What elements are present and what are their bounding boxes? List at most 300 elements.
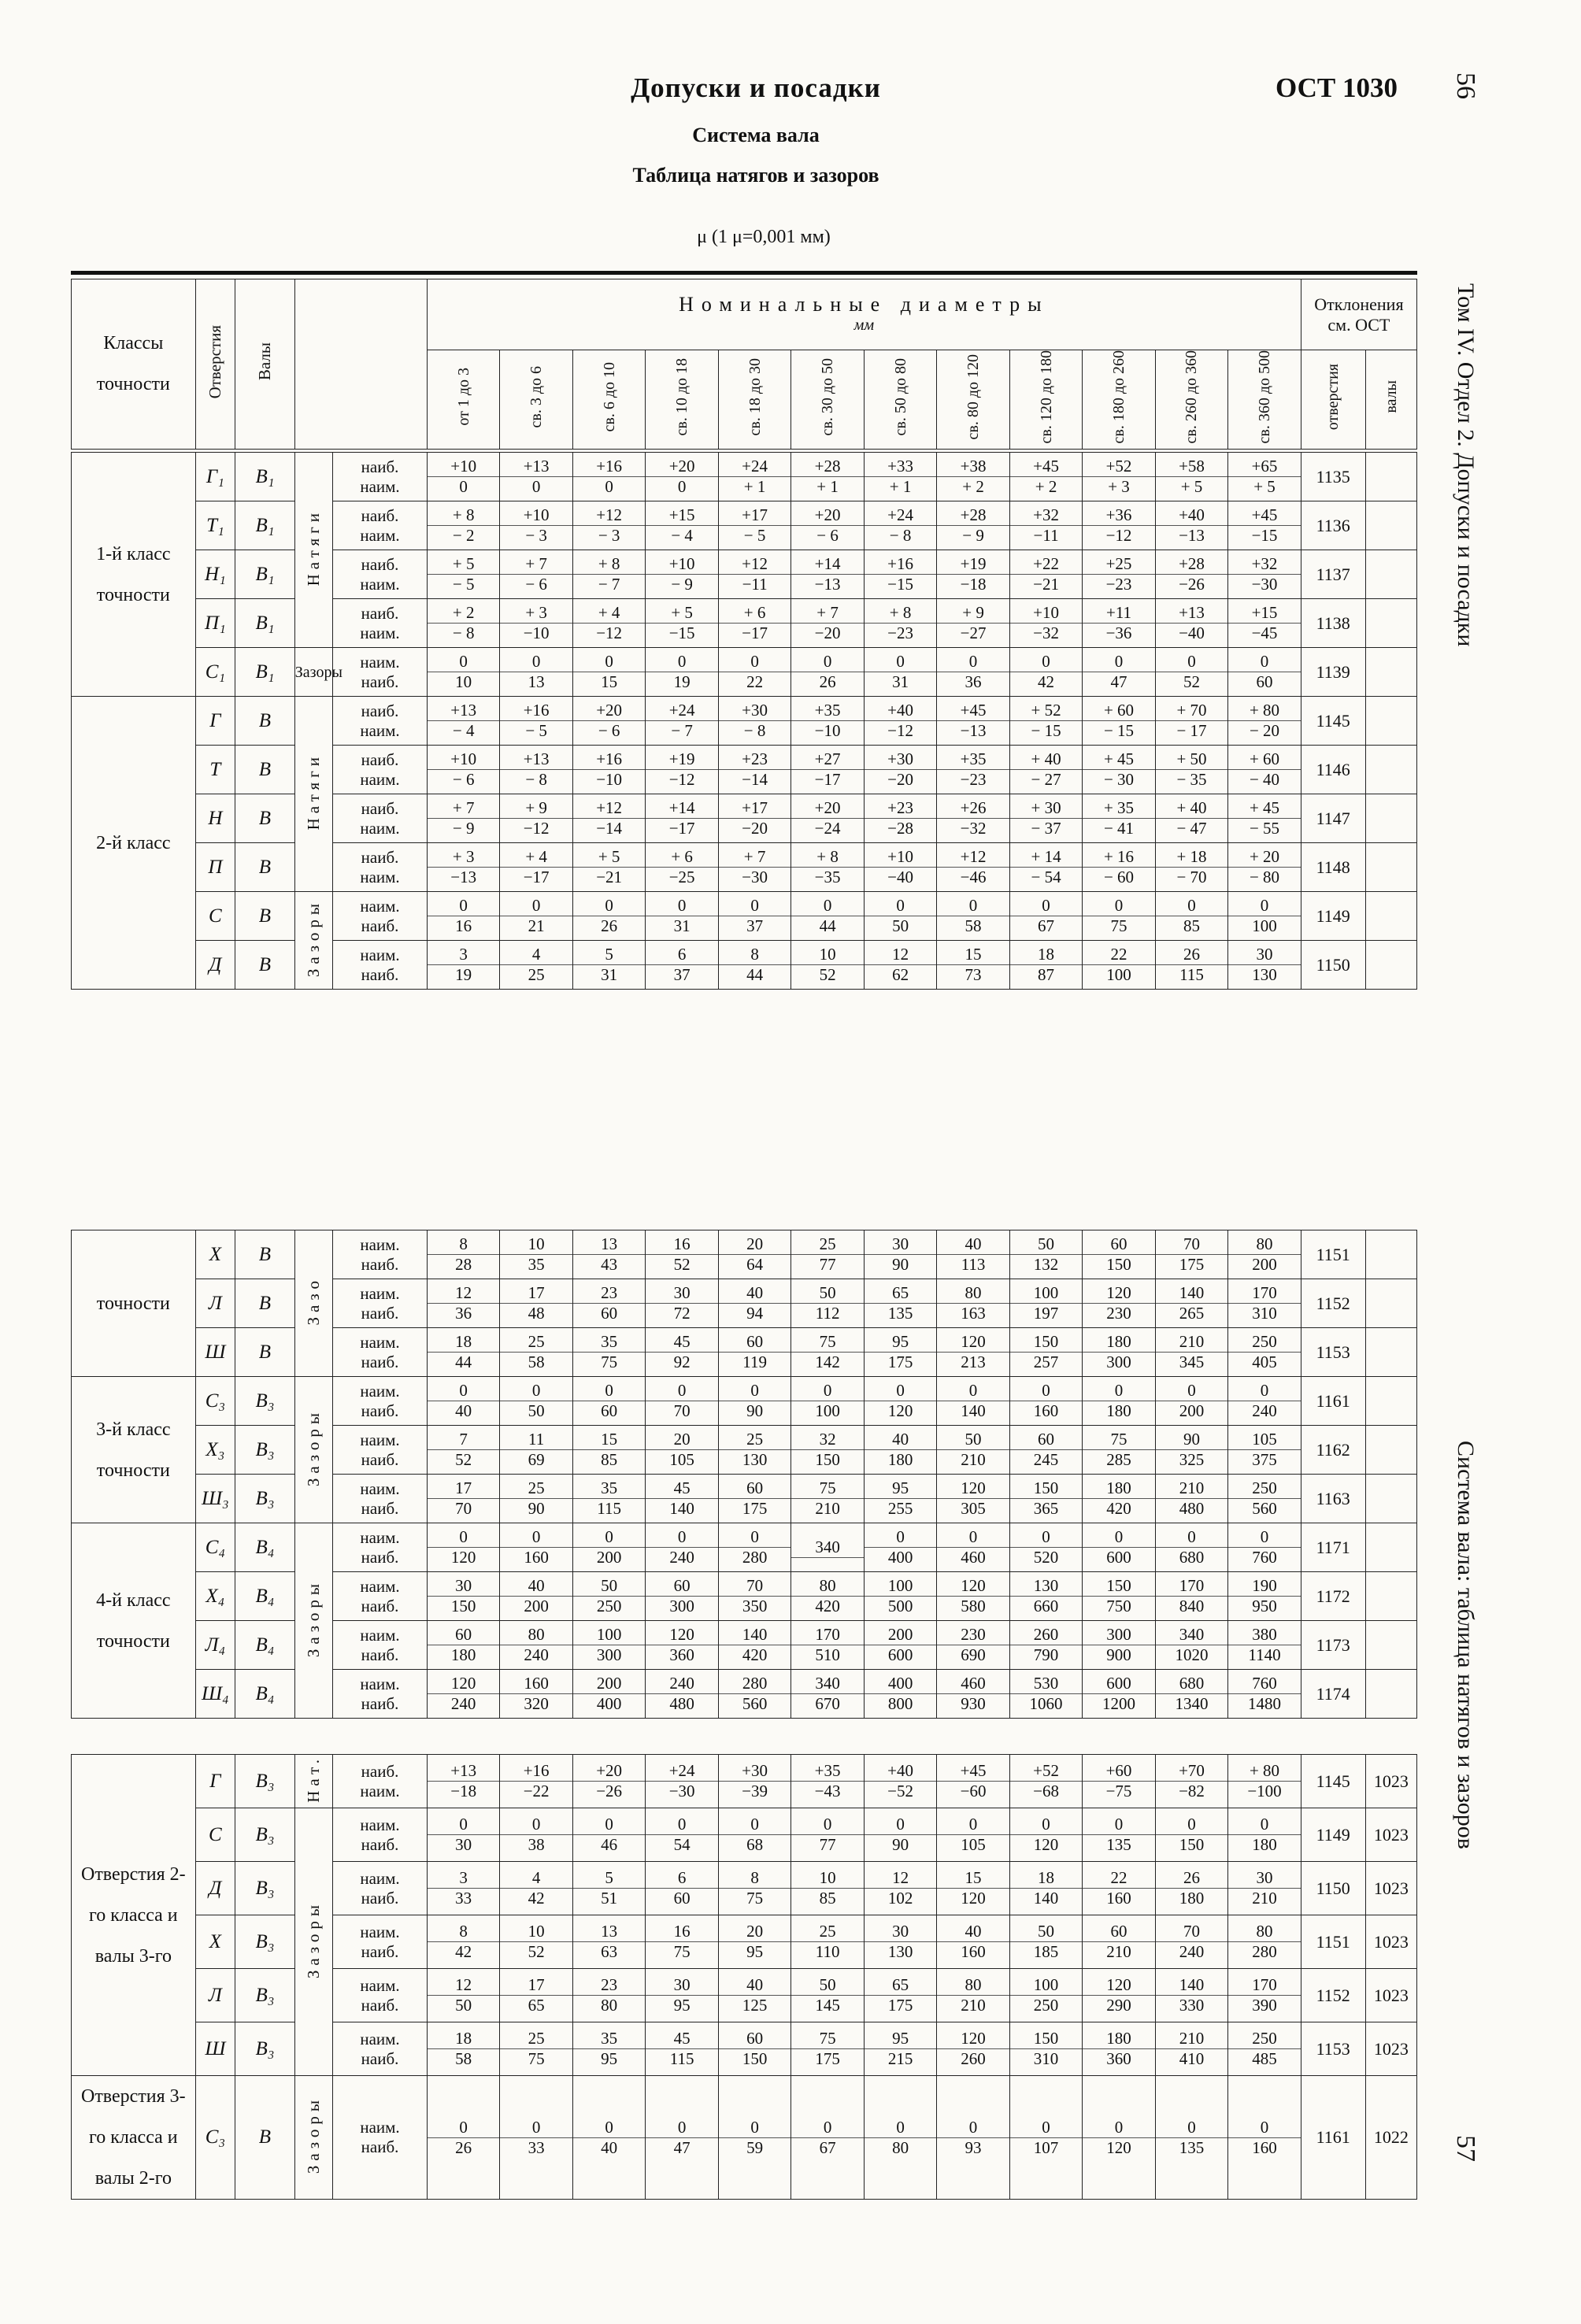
hole-cell: Ш [195, 1328, 235, 1377]
shaft-cell: В [235, 1230, 295, 1279]
class-cell: Отверстия 3-го класса и валы 2-го [72, 2076, 196, 2200]
range-header: св. 360 до 500 [1228, 350, 1301, 450]
table-row [72, 1969, 1417, 2022]
value-cell: 0 90 [864, 1808, 936, 1862]
row-label-cell: наим. наиб. [333, 1862, 428, 1915]
col-blank-header [294, 279, 427, 450]
value-cell: + 60 − 40 [1228, 746, 1301, 794]
units-note: μ (1 μ=0,001 мм) [697, 227, 831, 247]
value-cell: 400 800 [864, 1670, 936, 1719]
value-cell: 13 63 [572, 1915, 645, 1969]
value-cell: 0 240 [646, 1523, 718, 1572]
side-running-head-top: Том IV. Отдел 2. Допуски и посадки [1453, 283, 1479, 647]
value-cell: 0 160 [1009, 1377, 1082, 1426]
row-label-cell: наим. наиб. [333, 1523, 428, 1572]
block-1-table [71, 452, 1417, 990]
hole-cell: Н [195, 794, 235, 843]
value-cell: 25 130 [718, 1426, 790, 1475]
ost-hole-ref: 1153 [1301, 1328, 1365, 1377]
value-cell: 12 62 [864, 941, 936, 990]
table-row [72, 2076, 1417, 2200]
value-cell: +32 −30 [1228, 550, 1301, 599]
value-cell: 18 58 [427, 2022, 499, 2076]
range-header: св. 3 до 6 [500, 350, 572, 450]
page-title: Допуски и посадки [631, 72, 881, 103]
value-cell: 26 115 [1155, 941, 1227, 990]
hole-cell: Г [195, 697, 235, 746]
value-cell: 16 75 [646, 1915, 718, 1969]
value-cell: +13 − 4 [427, 697, 499, 746]
ost-hole-ref: 1149 [1301, 892, 1365, 941]
value-cell: 40 200 [500, 1572, 572, 1621]
value-cell: 140 420 [718, 1621, 790, 1670]
shaft-cell: В [235, 892, 295, 941]
table-row [72, 1475, 1417, 1523]
kind-cell: Зазоры [294, 1808, 332, 2076]
top-rule [71, 271, 1417, 275]
value-cell: 170 390 [1228, 1969, 1301, 2022]
col-class-header: Классы точности [72, 279, 196, 450]
value-cell: 0 120 [864, 1377, 936, 1426]
value-cell: 50 210 [937, 1426, 1009, 1475]
value-cell: 0 33 [500, 2076, 572, 2200]
value-cell: 80 210 [937, 1969, 1009, 2022]
ost-shaft-ref [1365, 746, 1416, 794]
value-cell: 280 560 [718, 1670, 790, 1719]
value-cell: + 50 − 35 [1155, 746, 1227, 794]
value-cell: 380 1140 [1228, 1621, 1301, 1670]
value-cell: 3 19 [427, 941, 499, 990]
shaft-cell: В₃ [235, 1808, 295, 1862]
row-label-cell: наим. наиб. [333, 1808, 428, 1862]
row-label-cell: наим. наиб. [333, 941, 428, 990]
value-cell: 50 132 [1009, 1230, 1082, 1279]
value-cell: 180 300 [1083, 1328, 1155, 1377]
value-cell: 460 930 [937, 1670, 1009, 1719]
ost-hole-ref: 1161 [1301, 1377, 1365, 1426]
shaft-cell: В₄ [235, 1621, 295, 1670]
value-cell: +65 + 5 [1228, 453, 1301, 501]
ost-hole-ref: 1145 [1301, 1755, 1365, 1808]
value-cell: 50 250 [572, 1572, 645, 1621]
kind-label-zazory: Зазоры [294, 663, 342, 681]
shaft-cell: В₃ [235, 1969, 295, 2022]
hole-cell: С₃ [195, 2076, 235, 2200]
hole-cell: С₁ [195, 648, 235, 697]
shaft-cell: В₃ [235, 1475, 295, 1523]
ost-hole-ref: 1173 [1301, 1621, 1365, 1670]
row-label-cell: наим. наиб. [333, 1279, 428, 1328]
value-cell: +24 − 8 [864, 501, 936, 550]
value-cell: 60 210 [1083, 1915, 1155, 1969]
table-row [72, 1377, 1417, 1426]
hole-cell: Х [195, 1230, 235, 1279]
table-row [72, 1523, 1417, 1572]
table-row [72, 648, 1417, 697]
value-cell: +45 −15 [1228, 501, 1301, 550]
value-cell: 0 46 [572, 1808, 645, 1862]
value-cell: + 45 − 55 [1228, 794, 1301, 843]
hole-cell: Н₁ [195, 550, 235, 599]
value-cell: 15 120 [937, 1862, 1009, 1915]
shaft-cell: В₁ [235, 599, 295, 648]
value-cell: 240 480 [646, 1670, 718, 1719]
hole-cell: Х₃ [195, 1426, 235, 1475]
value-cell: 3 33 [427, 1862, 499, 1915]
value-cell: + 60 − 15 [1083, 697, 1155, 746]
shaft-cell: В₄ [235, 1572, 295, 1621]
value-cell: 30 130 [1228, 941, 1301, 990]
class-cell: точности [72, 1230, 196, 1377]
value-cell: 120 260 [937, 2022, 1009, 2076]
value-cell: 12 102 [864, 1862, 936, 1915]
table-row [72, 550, 1417, 599]
value-cell: 0 16 [427, 892, 499, 941]
value-cell: 0 54 [646, 1808, 718, 1862]
value-cell: 60 150 [1083, 1230, 1155, 1279]
value-cell: +60 −75 [1083, 1755, 1155, 1808]
value-cell: 80 280 [1228, 1915, 1301, 1969]
table-row [72, 1572, 1417, 1621]
hole-cell: Л [195, 1279, 235, 1328]
shaft-cell: В₄ [235, 1670, 295, 1719]
value-cell: 230 690 [937, 1621, 1009, 1670]
value-cell: 210 345 [1155, 1328, 1227, 1377]
shaft-cell: В [235, 2076, 295, 2200]
row-label-cell: наиб. наим. [333, 746, 428, 794]
table-row [72, 941, 1417, 990]
value-cell: 0 37 [718, 892, 790, 941]
value-cell: 0 19 [646, 648, 718, 697]
ost-shaft-ref: 1023 [1365, 1808, 1416, 1862]
ost-shaft-ref [1365, 1523, 1416, 1572]
value-cell: 0 26 [791, 648, 864, 697]
table-row [72, 746, 1417, 794]
value-cell: 0 68 [718, 1808, 790, 1862]
hole-cell: С [195, 1808, 235, 1862]
doc-code: ОСТ 1030 [1276, 72, 1398, 103]
value-cell: 120 305 [937, 1475, 1009, 1523]
table-row [72, 599, 1417, 648]
ost-hole-ref: 1162 [1301, 1426, 1365, 1475]
value-cell: 80 163 [937, 1279, 1009, 1328]
value-cell: +17 −20 [718, 794, 790, 843]
value-cell: +12 −11 [718, 550, 790, 599]
ost-hole-ref: 1152 [1301, 1969, 1365, 2022]
value-cell: 0 100 [791, 1377, 864, 1426]
row-label-cell: наиб. наим. [333, 1755, 428, 1808]
value-cell: +20 − 6 [572, 697, 645, 746]
value-cell: 0 760 [1228, 1523, 1301, 1572]
value-cell: +58 + 5 [1155, 453, 1227, 501]
value-cell: 12 36 [427, 1279, 499, 1328]
value-cell: 0 280 [718, 1523, 790, 1572]
value-cell: +38 + 2 [937, 453, 1009, 501]
value-cell: 45 92 [646, 1328, 718, 1377]
shaft-cell: В₄ [235, 1523, 295, 1572]
value-cell: 0 460 [937, 1523, 1009, 1572]
ost-hole-ref: 1138 [1301, 599, 1365, 648]
value-cell: 0 520 [1009, 1523, 1082, 1572]
value-cell: 30 130 [864, 1915, 936, 1969]
hole-cell: П [195, 843, 235, 892]
value-cell: 0 15 [572, 648, 645, 697]
value-cell: +15 −45 [1228, 599, 1301, 648]
value-cell: +19 −18 [937, 550, 1009, 599]
ost-hole-ref: 1148 [1301, 843, 1365, 892]
value-cell: 40 113 [937, 1230, 1009, 1279]
value-cell: +20 −26 [572, 1755, 645, 1808]
value-cell: +40 −12 [864, 697, 936, 746]
page-number-top: 56 [1451, 72, 1480, 99]
value-cell: 0 77 [791, 1808, 864, 1862]
hole-cell: С₃ [195, 1377, 235, 1426]
value-cell: + 35 − 41 [1083, 794, 1155, 843]
ost-shaft-ref [1365, 892, 1416, 941]
value-cell: 70 350 [718, 1572, 790, 1621]
row-label-cell: наим. наиб. [333, 1328, 428, 1377]
value-cell: 8 42 [427, 1915, 499, 1969]
ost-hole-ref: 1150 [1301, 941, 1365, 990]
ost-shaft-ref: 1023 [1365, 1915, 1416, 1969]
value-cell: 6 60 [646, 1862, 718, 1915]
value-cell: +10 −32 [1009, 599, 1082, 648]
value-cell: 75 142 [791, 1328, 864, 1377]
value-cell: 35 115 [572, 1475, 645, 1523]
value-cell: 17 65 [500, 1969, 572, 2022]
value-cell: 60 150 [718, 2022, 790, 2076]
ost-shaft-ref [1365, 1572, 1416, 1621]
value-cell: 0 47 [646, 2076, 718, 2200]
value-cell: 340 [791, 1523, 864, 1572]
value-cell: 5 51 [572, 1862, 645, 1915]
value-cell: 0 135 [1083, 1808, 1155, 1862]
row-label-cell: наим. наиб. [333, 648, 428, 697]
row-label-cell: наим. наиб. [333, 1572, 428, 1621]
value-cell: 0 70 [646, 1377, 718, 1426]
value-cell: 60 300 [646, 1572, 718, 1621]
ost-hole-ref: 1153 [1301, 2022, 1365, 2076]
ost-hole-ref: 1163 [1301, 1475, 1365, 1523]
ost-hole-ref: 1147 [1301, 794, 1365, 843]
row-label-cell: наим. наиб. [333, 1969, 428, 2022]
value-cell: 95 255 [864, 1475, 936, 1523]
value-cell: 23 80 [572, 1969, 645, 2022]
value-cell: 250 560 [1228, 1475, 1301, 1523]
value-cell: 12 50 [427, 1969, 499, 2022]
value-cell: + 7 − 9 [427, 794, 499, 843]
value-cell: + 2 − 8 [427, 599, 499, 648]
class-cell: Отверстия 2-го класса и валы 3-го [72, 1755, 196, 2076]
ost-hole-ref: 1135 [1301, 453, 1365, 501]
value-cell: 300 900 [1083, 1621, 1155, 1670]
value-cell: 0 31 [864, 648, 936, 697]
hole-cell: Т₁ [195, 501, 235, 550]
row-label-cell: наиб. наим. [333, 599, 428, 648]
value-cell: +40 −13 [1155, 501, 1227, 550]
value-cell: 100 197 [1009, 1279, 1082, 1328]
value-cell: 0 50 [864, 892, 936, 941]
value-cell: +28 − 9 [937, 501, 1009, 550]
value-cell: 40 160 [937, 1915, 1009, 1969]
value-cell: + 6 −17 [718, 599, 790, 648]
value-cell: 50 145 [791, 1969, 864, 2022]
value-cell: +13 − 8 [500, 746, 572, 794]
value-cell: 0 100 [1228, 892, 1301, 941]
value-cell: 60 175 [718, 1475, 790, 1523]
value-cell: +12 − 3 [572, 501, 645, 550]
value-cell: 0 50 [500, 1377, 572, 1426]
value-cell: 105 375 [1228, 1426, 1301, 1475]
value-cell: 170 310 [1228, 1279, 1301, 1328]
value-cell: 0 160 [500, 1523, 572, 1572]
ost-hole-ref: 1146 [1301, 746, 1365, 794]
value-cell: + 8 −23 [864, 599, 936, 648]
value-cell: 100 500 [864, 1572, 936, 1621]
value-cell: 0 75 [1083, 892, 1155, 941]
row-label-cell: наиб. наим. [333, 501, 428, 550]
value-cell: + 18 − 70 [1155, 843, 1227, 892]
value-cell: 17 70 [427, 1475, 499, 1523]
class-cell: 2-й класс [72, 697, 196, 990]
row-label-cell: наим. наиб. [333, 1915, 428, 1969]
kind-cell: Зазо [294, 1230, 332, 1377]
value-cell: 10 35 [500, 1230, 572, 1279]
table-row [72, 1862, 1417, 1915]
shaft-cell: В₁ [235, 453, 295, 501]
value-cell: 50 185 [1009, 1915, 1082, 1969]
value-cell: +30 −39 [718, 1755, 790, 1808]
table-row [72, 1426, 1417, 1475]
value-cell: +13 0 [500, 453, 572, 501]
table-row [72, 794, 1417, 843]
value-cell: 0 13 [500, 648, 572, 697]
row-label-cell: наим. наиб. [333, 2076, 428, 2200]
value-cell: 0 38 [500, 1808, 572, 1862]
ost-hole-ref: 1145 [1301, 697, 1365, 746]
ost-hole-ref: 1151 [1301, 1915, 1365, 1969]
table-row [72, 892, 1417, 941]
value-cell: +26 −32 [937, 794, 1009, 843]
value-cell: 95 175 [864, 1328, 936, 1377]
value-cell: 0 160 [1228, 2076, 1301, 2200]
value-cell: 180 420 [1083, 1475, 1155, 1523]
col-hole-header: Отверстия [195, 279, 235, 450]
dev-shaft-header: валы [1365, 350, 1416, 450]
kind-cell: Зазоры [294, 1377, 332, 1523]
value-cell: 0 47 [1083, 648, 1155, 697]
value-cell: 25 75 [500, 2022, 572, 2076]
table-row [72, 1279, 1417, 1328]
value-cell: +30 − 8 [718, 697, 790, 746]
value-cell: +40 −52 [864, 1755, 936, 1808]
ost-hole-ref: 1137 [1301, 550, 1365, 599]
shaft-cell: В [235, 746, 295, 794]
value-cell: 0 90 [718, 1377, 790, 1426]
value-cell: 30 90 [864, 1230, 936, 1279]
ost-hole-ref: 1171 [1301, 1523, 1365, 1572]
value-cell: +23 −28 [864, 794, 936, 843]
value-cell: 25 58 [500, 1328, 572, 1377]
table-row [72, 843, 1417, 892]
ost-shaft-ref [1365, 599, 1416, 648]
shaft-cell: В₃ [235, 2022, 295, 2076]
hole-cell: Г [195, 1755, 235, 1808]
dev-header: Отклонения см. ОСТ [1301, 279, 1416, 350]
table-row [72, 2022, 1417, 2076]
value-cell: 60 180 [427, 1621, 499, 1670]
value-cell: 0 30 [427, 1808, 499, 1862]
value-cell: 0 60 [1228, 648, 1301, 697]
value-cell: 80 240 [500, 1621, 572, 1670]
value-cell: + 7 −20 [791, 599, 864, 648]
value-cell: 250 485 [1228, 2022, 1301, 2076]
hole-cell: Ш₃ [195, 1475, 235, 1523]
value-cell: +16 −22 [500, 1755, 572, 1808]
shaft-cell: В [235, 1328, 295, 1377]
value-cell: 18 44 [427, 1328, 499, 1377]
value-cell: 4 42 [500, 1862, 572, 1915]
value-cell: 150 365 [1009, 1475, 1082, 1523]
value-cell: +10 − 3 [500, 501, 572, 550]
table-row [72, 1915, 1417, 1969]
kind-cell: Зазоры [294, 892, 332, 990]
value-cell: + 5 −15 [646, 599, 718, 648]
value-cell: 340 1020 [1155, 1621, 1227, 1670]
hole-cell: П₁ [195, 599, 235, 648]
value-cell: 340 670 [791, 1670, 864, 1719]
hole-cell: С [195, 892, 235, 941]
value-cell: 0 680 [1155, 1523, 1227, 1572]
value-cell: 15 85 [572, 1426, 645, 1475]
value-cell: + 40 − 47 [1155, 794, 1227, 843]
row-label-cell: наим. наиб. [333, 1377, 428, 1426]
row-label-cell: наим. наиб. [333, 892, 428, 941]
value-cell: 7 52 [427, 1426, 499, 1475]
value-cell: 16 52 [646, 1230, 718, 1279]
value-cell: +16 −15 [864, 550, 936, 599]
subtitle: Система вала [692, 124, 820, 146]
value-cell: 150 310 [1009, 2022, 1082, 2076]
value-cell: 18 87 [1009, 941, 1082, 990]
table-row [72, 501, 1417, 550]
value-cell: 120 230 [1083, 1279, 1155, 1328]
value-cell: +10 − 9 [646, 550, 718, 599]
ost-hole-ref: 1172 [1301, 1572, 1365, 1621]
value-cell: 8 75 [718, 1862, 790, 1915]
range-header: от 1 до 3 [427, 350, 499, 450]
value-cell: 75 210 [791, 1475, 864, 1523]
value-cell: +36 −12 [1083, 501, 1155, 550]
value-cell: 0 93 [937, 2076, 1009, 2200]
ost-shaft-ref [1365, 501, 1416, 550]
value-cell: +20 0 [646, 453, 718, 501]
value-cell: 75 285 [1083, 1426, 1155, 1475]
value-cell: 10 85 [791, 1862, 864, 1915]
value-cell: 0 180 [1228, 1808, 1301, 1862]
value-cell: 0 10 [427, 648, 499, 697]
value-cell: 70 175 [1155, 1230, 1227, 1279]
shaft-cell: В₃ [235, 1862, 295, 1915]
value-cell: 210 480 [1155, 1475, 1227, 1523]
value-cell: + 5 − 5 [427, 550, 499, 599]
ost-shaft-ref: 1023 [1365, 2022, 1416, 2076]
ost-shaft-ref [1365, 550, 1416, 599]
value-cell: + 45 − 30 [1083, 746, 1155, 794]
value-cell: 200 600 [864, 1621, 936, 1670]
row-label-cell: наим. наиб. [333, 1230, 428, 1279]
range-header: св. 10 до 18 [646, 350, 718, 450]
